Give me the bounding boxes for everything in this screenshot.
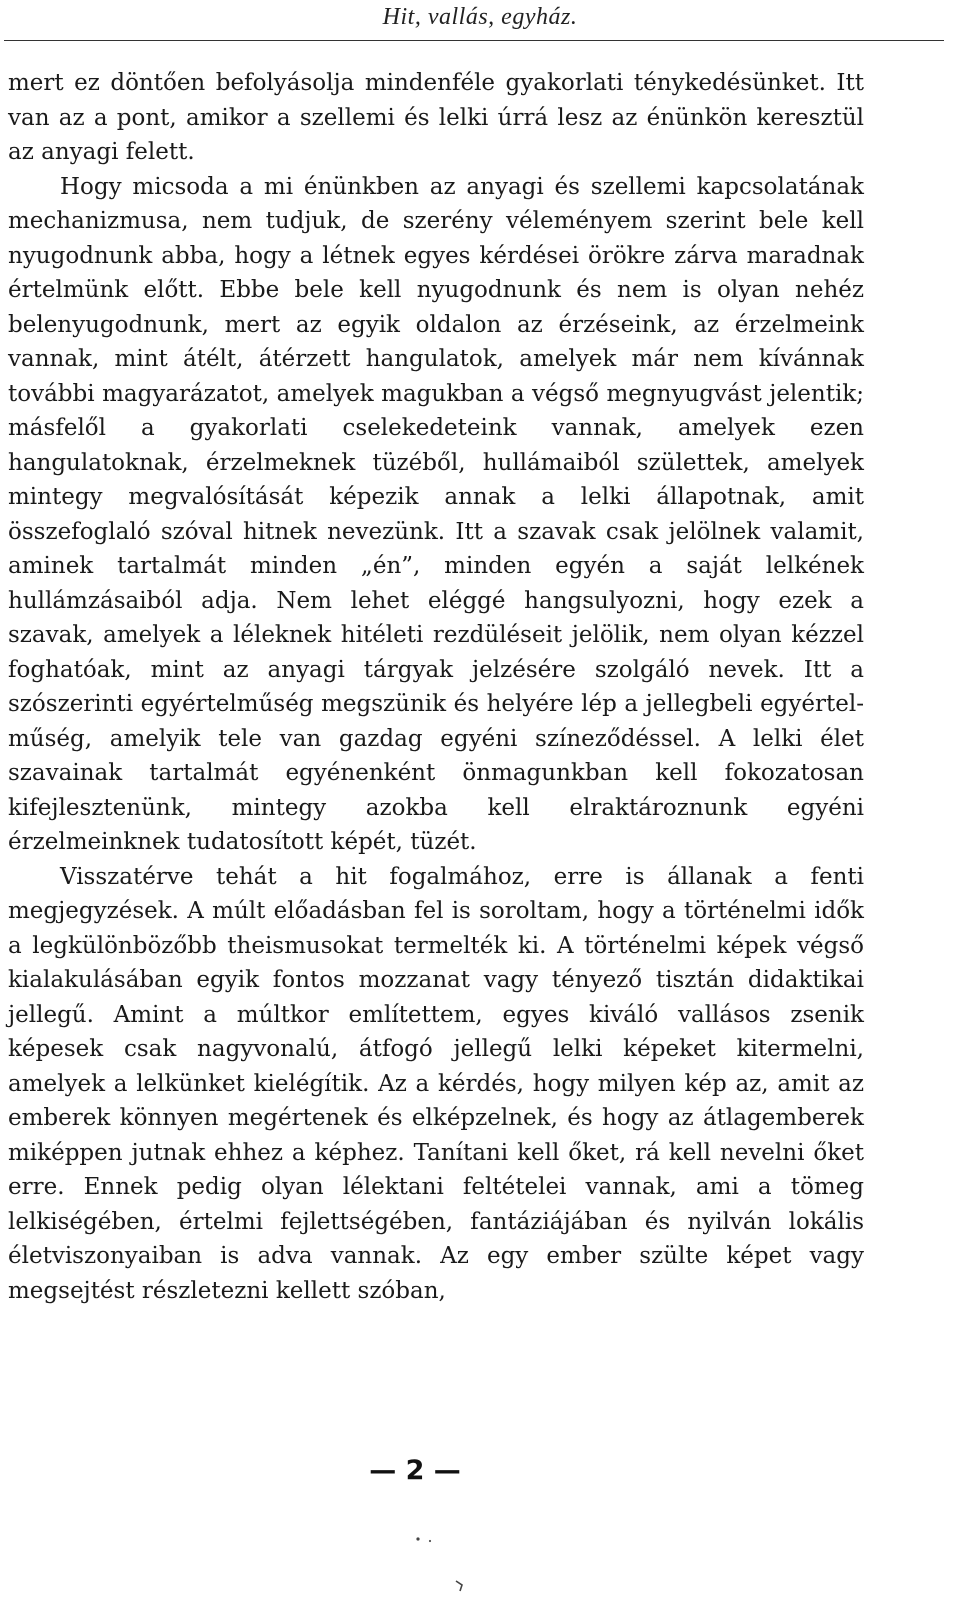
paragraph-3: Visszatérve tehát a hit fogalmához, erre is állanak a fenti megjegyzések. A múlt előadásban fel is soroltam, hogy a történelmi idők a legkülönbözőbb theismusokat termelték ki. A történelmi képek végső kialakulásában egyik fontos mozzanat vagy tényező tisztán didaktikai jellegű. Amint a múltkor említettem, egyes kiváló vallásos zsenik képesek csak nagyvonalú, átfogó jellegű lelki képeket kitermelni, amelyek a lelkünket kielégítik. Az a kérdés, hogy milyen kép az, amit az emberek könnyen megértenek és elképzelnek, és hogy az átlagemberek miképpen jutnak ehhez a képhez. Tanítani kell őket, rá kell nevelni őket erre. Ennek pedig olyan lélektani feltételei vannak, ami a tömeg lelkiségében, értelmi fejlettségében, fantáziájában és nyilván lokális életviszonyaiban is adva vannak. Az egy ember szülte képet vagy megsejtést részletezni kellett szóban,: [8, 863, 864, 1304]
paragraph-2: Hogy micsoda a mi énünkben az anyagi és szellemi kapcsolatának mechanizmusa, nem tudjuk, de szerény véleményem szerint bele kell nyugodnunk abba, hogy a létnek egyes kérdései örökre zárva maradnak értelmünk előtt. Ebbe bele kell nyugodnunk és nem is olyan nehéz belenyugodnunk, mert az egyik oldalon az érzéseink, az érzelmeink vannak, mint átélt, átérzett hangulatok, amelyek már nem kívánnak további magyarázatot, amelyek magukban a végső megnyugvást jelentik; másfelől a gyakorlati cselekedeteink vannak, amelyek ezen hangulatoknak, érzelmeknek tüzéből, hullámaiból születtek, amelyek mintegy megvalósítását képezik annak a lelki állapotnak, amit összefoglaló szóval hitnek nevezünk. Itt a szavak csak jelölnek valamit, aminek tartalmát minden „én”, minden egyén a saját lelkének hullámzásaiból adja. Nem lehet eléggé hangsulyozni, hogy ezek a szavak, amelyek a léleknek hitéleti rezdüléseit jelölik, nem olyan kézzel foghatóak, mint az anyagi tárgyak jelzésére szolgáló nevek. Itt a szószerinti egyértelműség megszünik és helyére lép a jellegbeli egyértelműség, amelyik tele van gazdag egyéni színeződéssel. A lelki élet szavainak tartalmát egyénenként önmagunkban kell fokozatosan kifejlesztenünk, mintegy azokba kell elraktároznunk egyéni érzelmeinknek tudatosított képét, tüzét.: [8, 173, 864, 855]
running-head: Hit, vallás, egyház.: [382, 4, 578, 30]
page-number: — 2 —: [369, 1455, 461, 1486]
paragraph-1: mert ez döntően befolyásolja mindenféle gyakorlati ténykedésünket. Itt van az a pont, amikor a szellemi és lelki úrrá lesz az énünkön keresztül az anyagi felett.: [8, 70, 864, 165]
print-specks: [410, 1525, 490, 1605]
header-rule: [4, 40, 944, 41]
body-text: [8, 66, 864, 1308]
